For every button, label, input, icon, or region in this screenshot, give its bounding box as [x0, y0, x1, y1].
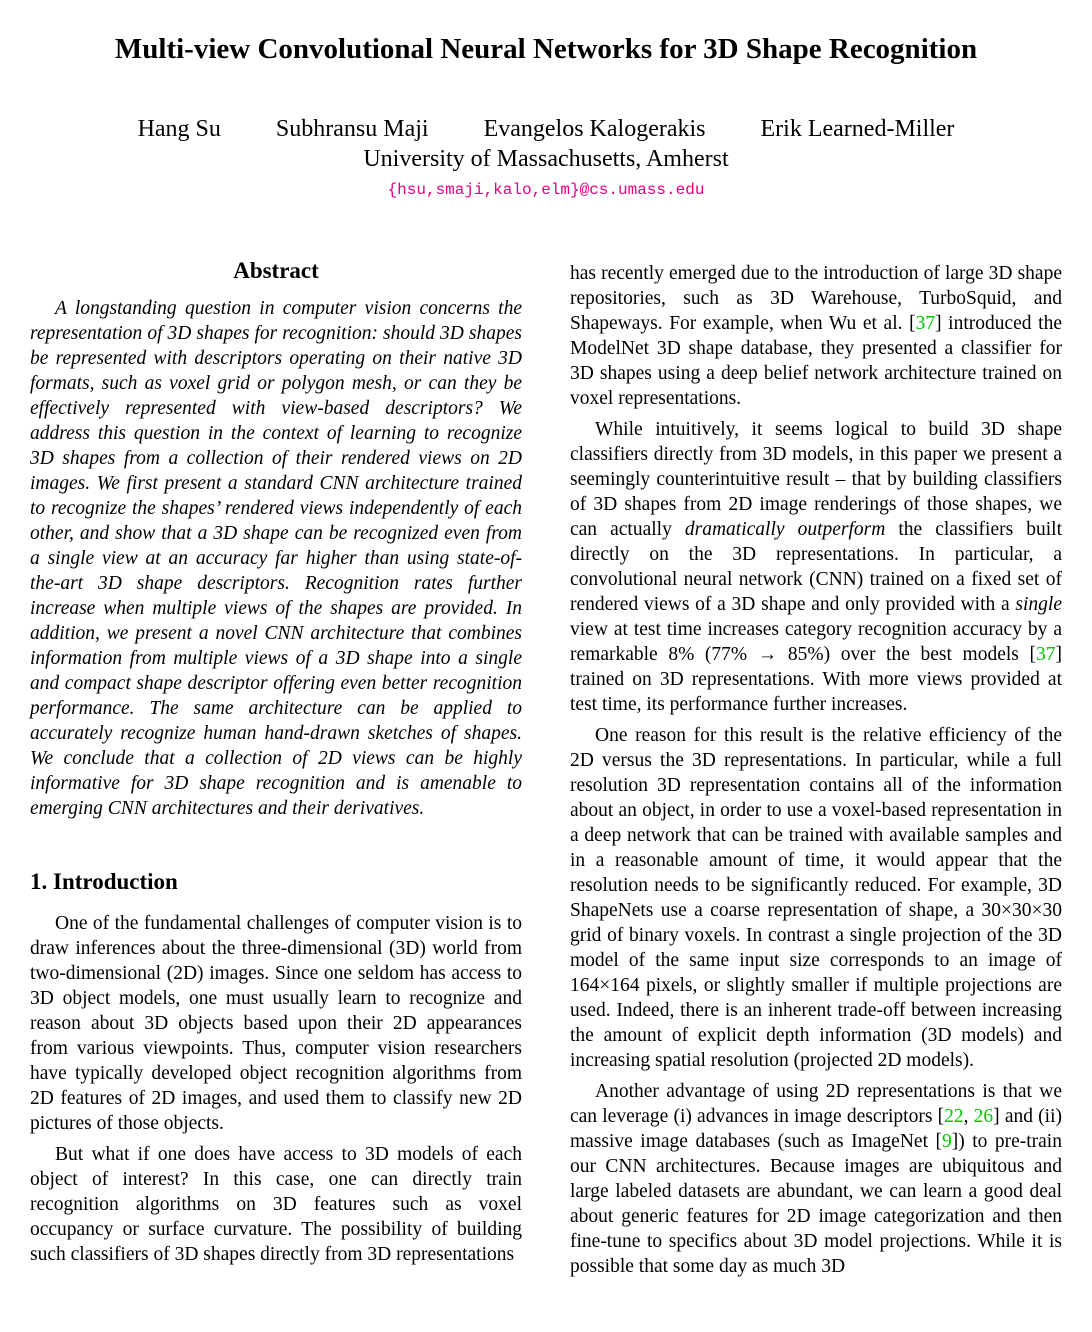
paragraph-text: Another advantage of using 2D representations is that we can leverage (i) advances in image descriptors [ [570, 1081, 1062, 1127]
paper-title: Multi-view Convolutional Neural Networks for 3D Shape Recognition [114, 33, 978, 65]
abstract-text: A longstanding question in computer vision concerns the representation of 3D shapes for recognition: should 3D shapes be represented with descriptors operating on their native 3D formats, such as voxel grid or polygon mesh, or can they be effectively represented with view-based descriptors? We address this question in the context of learning to recognize 3D shapes from a collection of their rendered views on 2D images. We first present a standard CNN architecture trained to recognize the shapes’ rendered views independently of each other, and show that a 3D shape can be recognized even from a single view at an accuracy far higher than using state-of-the-art 3D shape descriptors. Recognition rates further increase when multiple views of the shapes are provided. In addition, we present a novel CNN architecture that combines information from multiple views of a 3D shape into a single and compact shape descriptor offering even better recognition performance. The same architecture can be applied to accurately recognize human hand-drawn sketches of shapes. We conclude that a collection of 2D views can be highly informative for 3D shape recognition and is amenable to emerging CNN architectures and their derivatives. [30, 298, 522, 819]
paragraph-text: ] and (ii) massive image databases (such as ImageNet [ [570, 1106, 1062, 1152]
author-name: Erik Learned-Miller [760, 116, 955, 142]
paragraph-text: ]) to pre-train our CNN architectures. Because images are ubiquitous and large labeled datasets are abundant, we can learn a good deal about generic features for 2D image categorization and then fine-tune to specifics about 3D model projections. While it is possible that some day as much 3D [570, 1131, 1062, 1277]
paragraph-text: view at test time increases category recognition accuracy by a remarkable 8% (77% → 85%) over the best models [ [570, 619, 1062, 665]
emphasis-text: single [1015, 594, 1062, 615]
right-column [570, 261, 1062, 1279]
intro-paragraph-2: But what if one does have access to 3D models of each object of interest? In this case, one can directly train recognition algorithms on 3D features such as voxel occupancy or surface curvature. The possibility of building such classifiers of 3D shapes directly from 3D representations [30, 1144, 522, 1265]
section-heading-introduction: 1. Introduction [30, 869, 178, 894]
author-name: Subhransu Maji [275, 116, 429, 142]
intro-paragraph-1: One of the fundamental challenges of computer vision is to draw inferences about the three-dimensional (3D) world from two-dimensional (2D) images. Since one seldom has access to 3D object models, one must usually learn to recognize and reason about 3D objects based upon their 2D appearances from various viewpoints. Thus, computer vision researchers have typically developed object recognition algorithms from 2D features of 2D images, and used them to classify new 2D pictures of those objects. [30, 913, 522, 1134]
citation-link[interactable]: 26 [973, 1106, 994, 1127]
intro-paragraph-5 [570, 1079, 1062, 1279]
intro-paragraph-3 [570, 417, 1062, 717]
citation-separator: , [963, 1106, 974, 1127]
author-name: Evangelos Kalogerakis [483, 116, 706, 142]
paragraph-text: While intuitively, it seems logical to build 3D shape classifiers directly from 3D models, in this paper we present a seemingly counterintuitive result – that by building classifiers of 3D shapes from 2D image renderings of those shapes, we can actually [570, 419, 1062, 540]
paragraph-text: has recently emerged due to the introduction of large 3D shape repositories, such as 3D Warehouse, TurboSquid, and Shapeways. For example, when Wu et al. [ [570, 263, 1062, 334]
paragraph-text: ] trained on 3D representations. With more views provided at test time, its performance further increases. [570, 644, 1062, 715]
citation-link[interactable]: 37 [915, 313, 936, 334]
left-column [30, 256, 522, 1267]
paragraph-text: ] introduced the ModelNet 3D shape database, they presented a classifier for 3D shapes using a deep belief network architecture trained on voxel representations. [570, 313, 1062, 409]
citation-link[interactable]: 37 [1036, 644, 1056, 665]
emphasis-text: dramatically outperform [684, 519, 886, 540]
intro-paragraph-continued [570, 261, 1062, 411]
citation-link[interactable]: 22 [944, 1106, 964, 1127]
abstract-heading: Abstract [233, 258, 319, 283]
citation-link[interactable]: 9 [941, 1131, 952, 1152]
affiliation: University of Massachusetts, Amherst [363, 146, 729, 172]
author-name: Hang Su [137, 116, 221, 142]
paragraph-text: the classifiers built directly on the 3D representations. In particular, a convolutional neural network (CNN) trained on a fixed set of rendered views of a 3D shape and only provided with a [570, 519, 1063, 615]
intro-paragraph-4: One reason for this result is the relative efficiency of the 2D versus the 3D representations. In particular, while a full resolution 3D representation contains all of the information about an object, in order to use a voxel-based representation in a deep network that can be trained with available samples and in a reasonable amount of time, it would appear that the resolution needs to be significantly reduced. For example, 3D ShapeNets use a coarse representation of shape, a 30×30×30 grid of binary voxels. In contrast a single projection of the 3D model of the same input size corresponds to an image of 164×164 pixels, or slightly smaller if multiple projections are used. Indeed, there is an inherent trade-off between increasing the amount of explicit depth information (3D models) and increasing spatial resolution (projected 2D models). [570, 725, 1062, 1071]
author-list [0, 114, 1092, 144]
email-link[interactable]: {hsu,smaji,kalo,elm}@cs.umass.edu [387, 181, 705, 199]
